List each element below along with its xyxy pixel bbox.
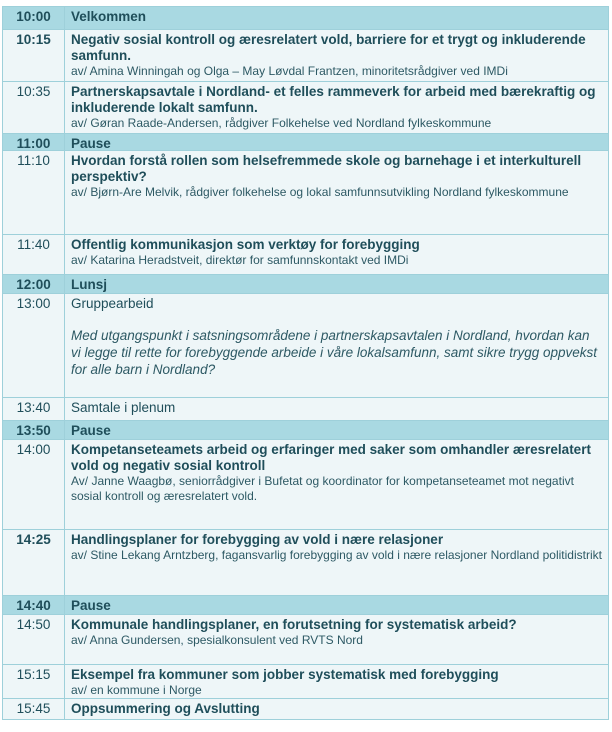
agenda-row — [3, 530, 608, 596]
agenda-title: Hvordan forstå rollen som helsefremmede skole og barnehage i et interkulturell perspektiv? — [71, 153, 582, 184]
agenda-speaker: av/ Gøran Raade-Andersen, rådgiver Folkehelse ved Nordland fylkeskommune — [71, 116, 492, 130]
agenda-title: Gruppearbeid — [71, 296, 154, 311]
agenda-speaker: av/ Anna Gundersen, spesialkonsulent ved RVTS Nord — [71, 633, 363, 647]
agenda-row — [3, 82, 608, 134]
agenda-title: Kommunale handlingsplaner, en forutsetning for systematisk arbeid? — [71, 617, 517, 632]
agenda-title: Eksempel fra kommuner som jobber systematisk med forebygging — [71, 667, 499, 682]
agenda-time: 10:00 — [3, 7, 65, 29]
agenda-time: 14:00 — [3, 440, 65, 529]
agenda-time: 11:40 — [3, 235, 65, 274]
agenda-row — [3, 294, 608, 398]
agenda-title: Pause — [71, 423, 111, 438]
agenda-speaker: av/ Amina Winningah og Olga – May Løvdal Frantzen, minoritetsrådgiver ved IMDi — [71, 64, 508, 78]
agenda-speaker: av/ Stine Lekang Arntzberg, fagansvarlig forebygging av vold i nære relasjoner Nordland politidistrikt — [71, 548, 602, 562]
agenda-title: Handlingsplaner for forebygging av vold i nære relasjoner — [71, 532, 444, 547]
agenda-title: Pause — [71, 136, 111, 151]
agenda-title: Kompetanseteamets arbeid og erfaringer med saker som omhandler æresrelatert vold og negativ sosial kontroll — [71, 442, 591, 473]
agenda-row — [3, 275, 608, 294]
agenda-row — [3, 699, 608, 719]
agenda-title: Oppsummering og Avslutting — [71, 701, 260, 716]
agenda-row — [3, 398, 608, 421]
agenda-row — [3, 151, 608, 235]
agenda-table — [2, 6, 609, 720]
agenda-row — [3, 7, 608, 30]
agenda-time: 11:00 — [3, 134, 65, 150]
agenda-time: 15:45 — [3, 699, 65, 719]
agenda-speaker: av/ Bjørn-Are Melvik, rådgiver folkehelse og lokal samfunnsutvikling Nordland fylkeskommune — [71, 185, 569, 199]
agenda-time: 14:25 — [3, 530, 65, 595]
agenda-time: 14:40 — [3, 596, 65, 614]
agenda-row — [3, 421, 608, 440]
agenda-time: 10:15 — [3, 30, 65, 81]
agenda-title: Samtale i plenum — [71, 400, 176, 415]
agenda-time: 12:00 — [3, 275, 65, 293]
agenda-time: 10:35 — [3, 82, 65, 133]
agenda-speaker: av/ Katarina Heradstveit, direktør for samfunnskontakt ved IMDi — [71, 253, 409, 267]
agenda-speaker: Av/ Janne Waagbø, seniorrådgiver i Bufetat og koordinator for kompetanseteamet mot negativt sosial kontroll og æresrelatert vold. — [71, 474, 574, 503]
agenda-time: 14:50 — [3, 615, 65, 664]
agenda-row — [3, 235, 608, 275]
agenda-time: 13:50 — [3, 421, 65, 439]
agenda-row — [3, 665, 608, 699]
agenda-row — [3, 134, 608, 151]
agenda-description: Med utgangspunkt i satsningsområdene i partnerskapsavtalen i Nordland, hvordan kan vi legge til rette for forebyggende arbeide i våre lokalsamfunn, samt sikre trygg oppvekst for alle barn i Nordland? — [71, 328, 598, 377]
agenda-title: Negativ sosial kontroll og æresrelatert vold, barriere for et trygt og inkluderende samfunn. — [71, 32, 586, 63]
agenda-row — [3, 596, 608, 615]
agenda-row — [3, 30, 608, 82]
agenda-time: 15:15 — [3, 665, 65, 698]
agenda-time: 13:00 — [3, 294, 65, 397]
agenda-title: Velkommen — [71, 9, 147, 24]
agenda-title: Partnerskapsavtale i Nordland- et felles rammeverk for arbeid med bærekraftig og inkluderende lokalt samfunn. — [71, 84, 596, 115]
agenda-title: Lunsj — [71, 277, 107, 292]
agenda-title: Pause — [71, 598, 111, 613]
agenda-row — [3, 615, 608, 665]
agenda-title: Offentlig kommunikasjon som verktøy for forebygging — [71, 237, 420, 252]
agenda-row — [3, 440, 608, 530]
agenda-time: 11:10 — [3, 151, 65, 234]
agenda-speaker: av/ en kommune i Norge — [71, 683, 202, 697]
agenda-time: 13:40 — [3, 398, 65, 420]
